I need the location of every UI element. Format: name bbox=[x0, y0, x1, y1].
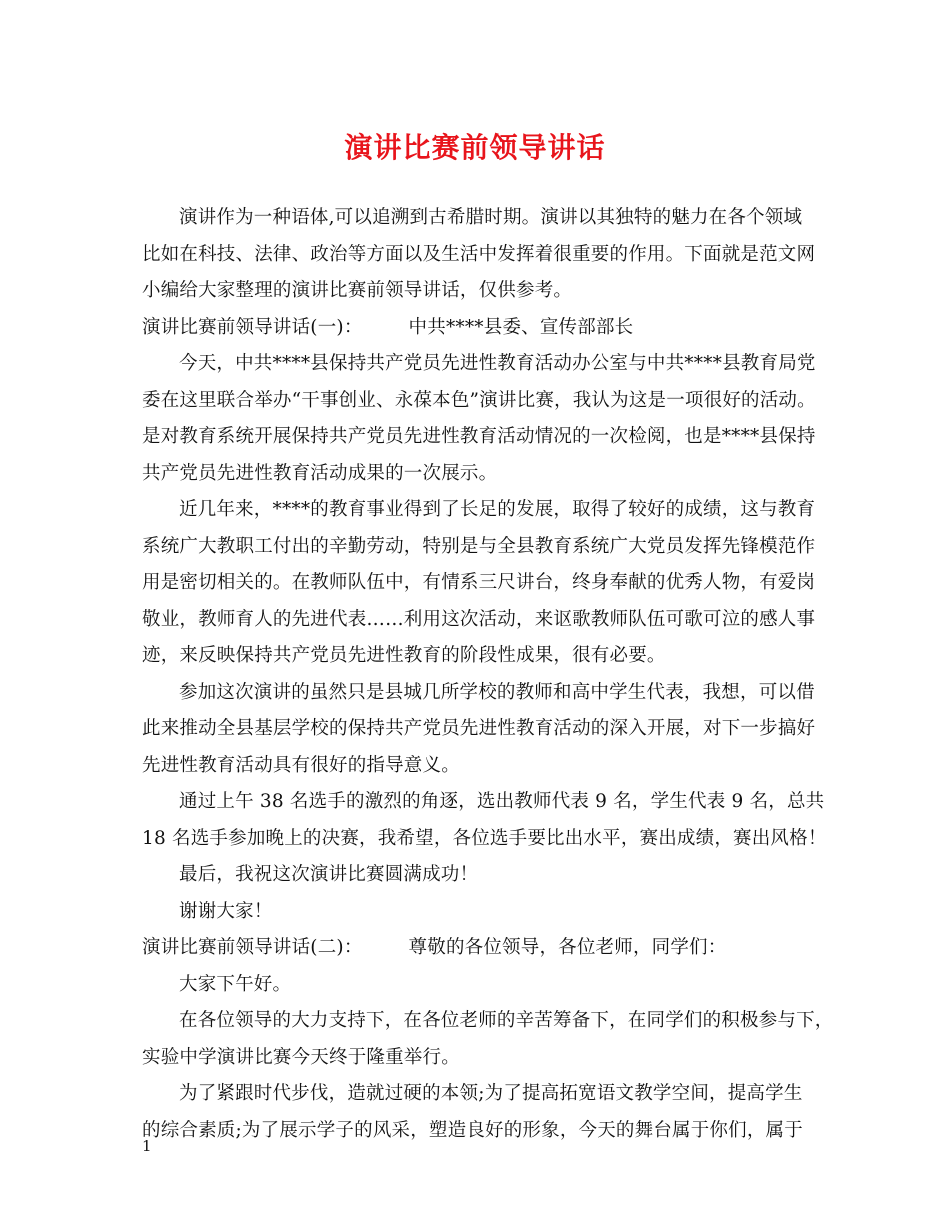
line-tail-text: 中共****县委、宣传部部长 bbox=[408, 316, 634, 338]
line-text: 委在这里联合举办“干事创业、永葆本色”演讲比赛，我认为这是一项很好的活动。 bbox=[142, 389, 816, 411]
line-text: 今天，中共****县保持共产党员先进性教育活动办公室与中共****县教育局党 bbox=[179, 353, 816, 374]
document-title: 演讲比赛前领导讲话 bbox=[344, 131, 606, 164]
line-text: 在各位领导的大力支持下，在各位老师的辛苦筹备下，在同学们的积极参与下， bbox=[179, 1010, 834, 1031]
paragraph-line bbox=[142, 821, 828, 858]
line-text: 的综合素质;为了展示学子的风采，塑造良好的形象，今天的舞台属于你们，属于 bbox=[142, 1119, 803, 1141]
line-text: 此来推动全县基层学校的保持共产党员先进性教育活动的深入开展，对下一步搞好 bbox=[142, 718, 816, 739]
paragraph-line bbox=[142, 711, 828, 748]
paragraph-line bbox=[142, 638, 828, 675]
line-text: 迹，来反映保持共产党员先进性教育的阶段性成果，很有必要。 bbox=[142, 645, 666, 666]
paragraph-line bbox=[142, 675, 828, 712]
paragraph-line bbox=[142, 383, 828, 420]
line-text: 敬业，教师育人的先进代表……利用这次活动，来讴歌教师队伍可歌可泣的感人事 bbox=[142, 608, 816, 630]
paragraph-line bbox=[142, 1113, 828, 1150]
paragraph-line bbox=[142, 529, 828, 566]
paragraph-line bbox=[142, 894, 828, 931]
paragraph-line bbox=[142, 748, 828, 785]
line-text: 近几年来，****的教育事业得到了长足的发展，取得了较好的成绩，这与教育 bbox=[179, 499, 816, 520]
document-body bbox=[142, 200, 834, 1149]
paragraph-line bbox=[142, 602, 828, 639]
line-text: 共产党员先进性教育活动成果的一次展示。 bbox=[142, 462, 498, 484]
line-text: 为了紧跟时代步伐，造就过硬的本领;为了提高拓宽语文教学空间，提高学生 bbox=[179, 1083, 803, 1104]
page-number: 1 bbox=[142, 1137, 152, 1155]
paragraph-line bbox=[142, 346, 828, 383]
line-text: 大家下午好。 bbox=[179, 973, 292, 995]
paragraph-line bbox=[142, 1003, 834, 1040]
paragraph-line bbox=[142, 1076, 828, 1113]
paragraph-line bbox=[142, 456, 828, 493]
line-tail-text: 尊敬的各位领导，各位老师，同学们： bbox=[408, 937, 727, 958]
line-text: 系统广大教职工付出的辛勤劳动，特别是与全县教育系统广大党员发挥先锋模范作 bbox=[142, 535, 816, 557]
paragraph-line bbox=[142, 967, 828, 1004]
paragraph-line bbox=[142, 273, 828, 310]
paragraph-line bbox=[142, 419, 828, 456]
paragraph-line bbox=[142, 492, 828, 529]
line-text: 实验中学演讲比赛今天终于隆重举行。 bbox=[142, 1046, 460, 1068]
line-text: 先进性教育活动具有很好的指导意义。 bbox=[142, 754, 460, 776]
line-text: 比如在科技、法律、政治等方面以及生活中发挥着很重要的作用。下面就是范文网 bbox=[142, 243, 816, 265]
paragraph-line bbox=[142, 784, 828, 821]
line-text: 参加这次演讲的虽然只是县城几所学校的教师和高中学生代表，我想，可以借 bbox=[179, 681, 815, 703]
line-text: 通过上午 38 名选手的激烈的角逐，选出教师代表 9 名，学生代表 9 名，总共 bbox=[179, 791, 825, 812]
line-text: 用是密切相关的。在教师队伍中，有情系三尺讲台，终身奉献的优秀人物，有爱岗 bbox=[142, 572, 816, 593]
paragraph-line bbox=[142, 857, 828, 894]
line-text: 演讲比赛前领导讲话(一)： bbox=[142, 316, 363, 338]
line-text: 小编给大家整理的演讲比赛前领导讲话，仅供参考。 bbox=[142, 280, 573, 301]
line-text: 18 名选手参加晚上的决赛，我希望，各位选手要比出水平，赛出成绩，赛出风格！ bbox=[142, 827, 827, 849]
line-text: 是对教育系统开展保持共产党员先进性教育活动情况的一次检阅，也是****县保持 bbox=[142, 426, 816, 447]
line-text: 演讲比赛前领导讲话(二)： bbox=[142, 937, 363, 958]
line-text: 谢谢大家！ bbox=[179, 900, 273, 922]
paragraph-line bbox=[142, 565, 828, 602]
paragraph-line bbox=[142, 1040, 828, 1077]
line-text: 最后，我祝这次演讲比赛圆满成功！ bbox=[179, 864, 479, 885]
paragraph-line bbox=[142, 930, 828, 967]
paragraph-line bbox=[142, 200, 828, 237]
line-text: 演讲作为一种语体,可以追溯到古希腊时期。演讲以其独特的魅力在各个领域 bbox=[179, 207, 803, 228]
paragraph-line bbox=[142, 237, 828, 274]
paragraph-line bbox=[142, 310, 828, 347]
